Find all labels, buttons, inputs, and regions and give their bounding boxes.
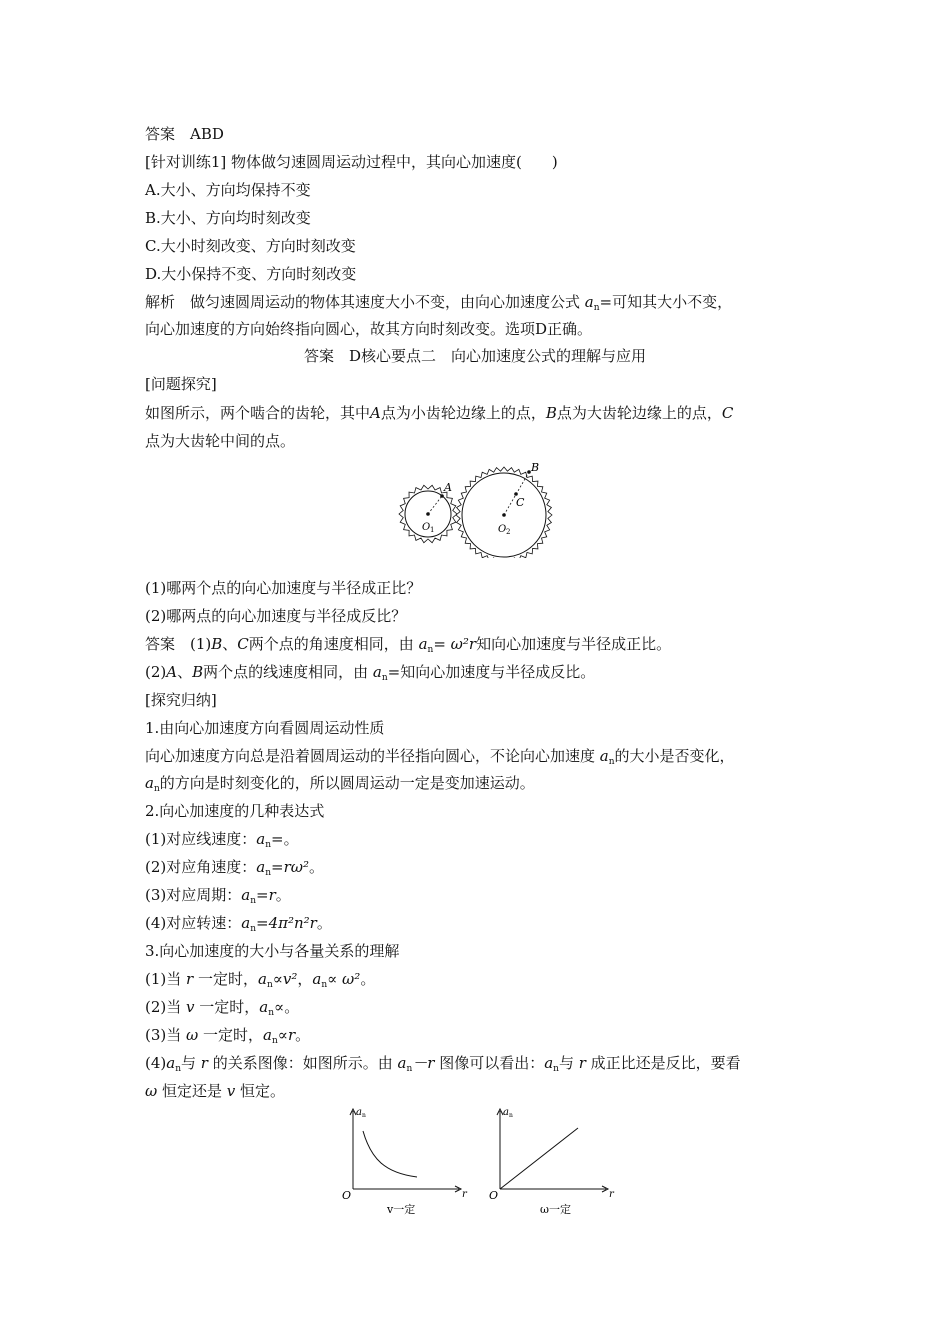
relation-4-line-1 [145, 1053, 741, 1079]
var-r-2: r [200, 1054, 208, 1072]
x-label: r [462, 1189, 467, 1200]
expr2-tail: 。 [308, 858, 324, 876]
sub-n-9: n [250, 924, 256, 934]
big-gear-teeth [456, 467, 552, 558]
point-b-ref: B [545, 404, 557, 422]
expr2-label: (2)对应角速度： [145, 858, 257, 876]
point-b-ref-2: B [211, 635, 223, 653]
problem-explore-label [145, 374, 217, 394]
relation-3 [145, 1025, 310, 1051]
body-text-2: 的大小是否变化， [614, 747, 735, 765]
rel4-text-7: 恒定还是 [157, 1082, 227, 1100]
sub-n-8: n [250, 896, 256, 906]
rel4-text-8: 恒定。 [235, 1082, 286, 1100]
y-label-sub: n [362, 1112, 366, 1119]
answer-line-2 [145, 634, 671, 660]
point-2-text: 2.向心加速度的几种表达式 [145, 802, 325, 820]
rel3-text: (3)当 [145, 1026, 187, 1044]
formula-prop-v-sq: ∝v² [272, 970, 298, 988]
var-a-5: a [145, 774, 154, 792]
rel3-text-2: 一定时， [198, 1026, 264, 1044]
point-c-ref: C [721, 404, 734, 422]
question-1-text: (1)哪两个点的向心加速度与半径成正比？ [145, 579, 422, 597]
point-1-body-1 [145, 746, 735, 772]
graph-caption: ω一定 [540, 1203, 571, 1216]
expr-angular-velocity [145, 857, 324, 883]
rel2-text-2: 一定时， [194, 998, 260, 1016]
rel4-text-6: 成正比还是反比，要看 [585, 1054, 741, 1072]
point-a-ref: A [370, 404, 381, 422]
sub-n-13: n [272, 1036, 278, 1046]
var-a-11: a [312, 970, 322, 988]
sub-n-6: n [265, 840, 271, 850]
expr3-label: (3)对应周期： [145, 886, 242, 904]
explore-summary-label [145, 690, 217, 710]
y-label-sub: n [509, 1112, 513, 1119]
sub-n-2: n [427, 645, 434, 655]
option-c-text: C.大小时刻改变、方向时刻改变 [145, 237, 356, 255]
gear-description-2 [145, 431, 295, 451]
expr-period [145, 885, 291, 911]
exercise-question [145, 152, 558, 172]
label-o1-sub: 1 [430, 526, 435, 534]
x-label: r [609, 1189, 614, 1200]
rel4-text: (4) [145, 1054, 167, 1072]
formula-period: =r [256, 886, 276, 904]
a-dot [440, 494, 444, 498]
var-a-4: a [599, 747, 609, 765]
var-omega: ω [186, 1026, 199, 1044]
var-a-9: a [241, 914, 251, 932]
origin-label: O [489, 1189, 499, 1202]
sub-n-12: n [268, 1008, 275, 1018]
analysis-text: 解析 做匀速圆周运动的物体其速度大小不变，由向心加速度公式 [145, 293, 585, 311]
big-gear [456, 467, 552, 558]
small-radius-line [428, 496, 442, 514]
point-3-heading [145, 941, 399, 961]
var-a-12: a [259, 998, 269, 1016]
point-2-heading [145, 801, 324, 821]
point-c-ref-2: C [237, 635, 249, 653]
relation-4-line-2 [145, 1081, 285, 1101]
var-a-3: a [372, 663, 382, 681]
var-r: r [186, 970, 194, 988]
rel3-tail: 。 [295, 1026, 311, 1044]
formula-rotation: =4π²n²r [256, 914, 317, 932]
var-a-15: a [397, 1054, 407, 1072]
answer-text: 答案 ABD [145, 125, 224, 143]
formula-omega-sq-r: = ω²r [433, 635, 477, 653]
formula-prop-r: ∝r [277, 1026, 296, 1044]
answer-line-3 [145, 662, 595, 688]
rel4-text-4: 图像可以看出： [434, 1054, 545, 1072]
answer-line-1 [145, 124, 224, 144]
label-o1: O [422, 522, 431, 533]
desc-text-3: 点为大齿轮边缘上的点， [556, 404, 722, 422]
sub-n-15: n [406, 1064, 413, 1074]
gear-description-1 [145, 403, 733, 423]
var-a-13: a [263, 1026, 272, 1044]
sub-n-7: n [265, 868, 271, 878]
option-c [145, 236, 356, 256]
rel2-text: (2)当 [145, 998, 187, 1016]
relation-2 [145, 997, 299, 1023]
explore-summary-text: [探究归纳] [145, 691, 217, 709]
section-heading [0, 346, 950, 366]
point-b-ref-3: B [192, 663, 204, 681]
answer3-text: (2) [145, 663, 167, 681]
rel4-text-3: 的关系图像：如图所示。由 [207, 1054, 398, 1072]
analysis-text-2: 向心加速度的方向始终指向圆心，故其方向时刻改变。选项D正确。 [145, 320, 593, 338]
inverse-curve [363, 1131, 417, 1177]
expr-linear-velocity [145, 829, 299, 855]
var-a-16: a [544, 1054, 554, 1072]
var-r-3: r [578, 1054, 586, 1072]
point-a-ref-2: A [166, 663, 178, 681]
graph-omega-constant [482, 1103, 622, 1218]
rel4-text-5: 与 [558, 1054, 579, 1072]
body-text: 向心加速度方向总是沿着圆周运动的半径指向圆心，不论向心加速度 [145, 747, 600, 765]
sub-n-11: n [321, 980, 328, 990]
question-2 [145, 606, 406, 626]
expr1-label: (1)对应线速度： [145, 830, 257, 848]
answer2-sep: 、 [222, 635, 238, 653]
answer3-text-2: 两个点的线速度相同，由 [203, 663, 373, 681]
option-a [145, 180, 311, 200]
var-v-2: v [226, 1082, 236, 1100]
point-1-body-2 [145, 773, 535, 799]
point-1-heading [145, 718, 384, 738]
expr-rotation-speed [145, 913, 332, 939]
o2-dot [502, 513, 506, 517]
expr1-tail: =。 [271, 830, 299, 848]
rel1-sep: ， [297, 970, 313, 988]
var-a-10: a [257, 970, 267, 988]
question-2-text: (2)哪两点的向心加速度与半径成反比？ [145, 607, 407, 625]
var-omega-2: ω [145, 1082, 158, 1100]
sub-n-16: n [553, 1064, 559, 1074]
rel1-text-2: 一定时， [193, 970, 258, 988]
analysis-text-tail: =可知其大小不变， [599, 293, 733, 311]
label-a: A [444, 481, 452, 494]
question-1 [145, 578, 421, 598]
answer2-text-3: 知向心加速度与半径成正比。 [476, 635, 672, 653]
proportional-line [500, 1128, 578, 1189]
var-a-7: a [256, 858, 266, 876]
option-d [145, 264, 356, 284]
section-heading-text: 答案 D核心要点二 向心加速度公式的理解与应用 [303, 347, 647, 365]
origin-label: O [342, 1189, 352, 1202]
gear-figure [390, 458, 560, 558]
rel1-text: (1)当 [145, 970, 187, 988]
question-text: [针对训练1] 物体做匀速圆周运动过程中，其向心加速度( ) [145, 153, 558, 171]
option-b [145, 208, 311, 228]
analysis-line-2 [145, 319, 592, 339]
var-v: v [186, 998, 195, 1016]
desc-text-4: 点为大齿轮中间的点。 [145, 432, 296, 450]
answer3-text-3: =知向心加速度与半径成反比。 [387, 663, 596, 681]
sub-n-10: n [266, 980, 273, 990]
graph-v-constant [335, 1103, 475, 1218]
option-b-text: B.大小、方向均时刻改变 [145, 209, 311, 227]
answer2-text: 答案 (1) [145, 635, 212, 653]
var-a: a [584, 293, 594, 311]
analysis-line-1 [145, 292, 732, 318]
body-text-3: 的方向是时刻变化的，所以圆周运动一定是变加速运动。 [159, 774, 535, 792]
label-o2-sub: 2 [506, 528, 511, 536]
y-label: a [356, 1107, 362, 1118]
relation-1 [145, 969, 375, 995]
sub-n-14: n [175, 1064, 181, 1074]
label-b: B [531, 461, 540, 474]
formula-r-omega-sq: =rω² [271, 858, 309, 876]
label-o2: O [498, 524, 507, 535]
sub-n-3: n [381, 673, 388, 683]
var-a-6: a [256, 830, 266, 848]
var-a-14: a [166, 1054, 176, 1072]
sub-n-4: n [608, 757, 615, 767]
rel2-tail: ∝。 [274, 998, 300, 1016]
graph-caption: v一定 [387, 1203, 416, 1216]
rel1-tail: 。 [360, 970, 376, 988]
o1-dot [426, 512, 430, 516]
formula-an-r: －r [412, 1054, 435, 1072]
problem-explore-text: [问题探究] [145, 375, 217, 393]
option-d-text: D.大小保持不变、方向时刻改变 [145, 265, 357, 283]
option-a-text: A.大小、方向均保持不变 [145, 181, 311, 199]
sub-n-5: n [153, 784, 160, 794]
var-a-8: a [241, 886, 251, 904]
rel4-text-2: 与 [181, 1054, 201, 1072]
label-c: C [516, 496, 525, 509]
point-1-text: 1.由向心加速度方向看圆周运动性质 [145, 719, 385, 737]
formula-prop-omega-sq: ∝ ω² [327, 970, 361, 988]
desc-text: 如图所示，两个啮合的齿轮，其中 [145, 404, 371, 422]
desc-text-2: 点为小齿轮边缘上的点， [380, 404, 546, 422]
point-3-text: 3.向心加速度的大小与各量关系的理解 [145, 942, 400, 960]
expr4-label: (4)对应转速： [145, 914, 242, 932]
var-a-2: a [418, 635, 428, 653]
sub-n: n [593, 303, 600, 313]
y-label: a [503, 1107, 509, 1118]
answer2-text-2: 两个点的角速度相同，由 [248, 635, 419, 653]
answer3-sep: 、 [177, 663, 193, 681]
expr3-tail: 。 [275, 886, 291, 904]
expr4-tail: 。 [316, 914, 332, 932]
